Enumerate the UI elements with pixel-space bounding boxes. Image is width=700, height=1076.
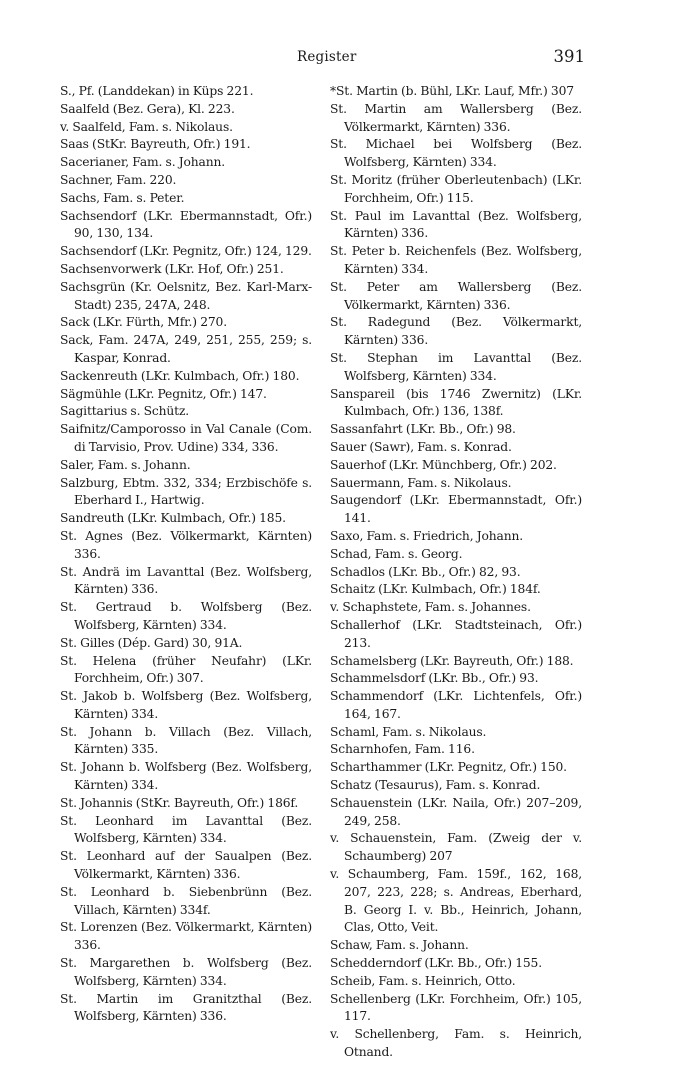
index-entry: St. Lorenzen (Bez. Völkermarkt, Kärnten) 336. [60, 920, 312, 953]
index-entry: Saugendorf (LKr. Ebermannstadt, Ofr.) 141. [330, 493, 582, 526]
index-entry: Schauenstein (LKr. Naila, Ofr.) 207–209, 249, 258. [330, 795, 582, 828]
index-entry: Sagittarius s. Schütz. [60, 404, 190, 419]
index-entry: St. Jakob b. Wolfsberg (Bez. Wolfsberg, Kärnten) 334. [60, 689, 312, 721]
index-entry: St. Peter b. Reichenfels (Bez. Wolfsberg, Kärnten) 334. [330, 244, 582, 276]
index-entry: v. Saalfeld, Fam. s. Nikolaus. [60, 119, 233, 134]
index-entry: Schedderndorf (LKr. Bb., Ofr.) 155. [330, 956, 542, 971]
index-entry: Salzburg, Ebtm. 332, 334; Erzbischöfe s. Eberhard I., Hartwig. [60, 475, 312, 508]
index-entry: Schadlos (LKr. Bb., Ofr.) 82, 93. [330, 564, 521, 579]
index-entry: Schaml, Fam. s. Nikolaus. [330, 724, 487, 739]
index-entry: Sachs, Fam. s. Peter. [60, 190, 185, 205]
index-column-left [60, 83, 312, 1026]
index-entry: Saxo, Fam. s. Friedrich, Johann. [330, 528, 524, 543]
index-entry: St. Radegund (Bez. Völkermarkt, Kärnten) 336. [330, 315, 582, 348]
index-entry: Sachsenvorwerk (LKr. Hof, Ofr.) 251. [60, 261, 284, 276]
index-entry: Sanspareil (bis 1746 Zwernitz) (LKr. Kulmbach, Ofr.) 136, 138f. [330, 386, 582, 419]
index-entry: St. Leonhard auf der Saualpen (Bez. Völkermarkt, Kärnten) 336. [60, 849, 312, 882]
index-entry: Scharnhofen, Fam. 116. [330, 742, 475, 757]
index-entry: Scharthammer (LKr. Pegnitz, Ofr.) 150. [330, 760, 567, 775]
index-entry: Sauer (Sawr), Fam. s. Konrad. [330, 439, 512, 454]
index-entry: Sassanfahrt (LKr. Bb., Ofr.) 98. [330, 422, 516, 437]
index-entry: Sachsendorf (LKr. Ebermannstadt, Ofr.) 90, 130, 134. [60, 208, 312, 241]
index-entry: Sandreuth (LKr. Kulmbach, Ofr.) 185. [60, 511, 286, 526]
index-entry: v. Schellenberg, Fam. s. Heinrich, Otnand. [330, 1027, 582, 1060]
index-entry: St. Gertraud b. Wolfsberg (Bez. Wolfsberg, Kärnten) 334. [60, 600, 312, 632]
index-entry: Saifnitz/Camporosso in Val Canale (Com. di Tarvisio, Prov. Udine) 334, 336. [60, 422, 312, 454]
page-number: 391 [553, 47, 585, 66]
index-entry: St. Stephan im Lavanttal (Bez. Wolfsberg, Kärnten) 334. [330, 350, 582, 383]
index-entry: Sackenreuth (LKr. Kulmbach, Ofr.) 180. [60, 368, 300, 383]
index-entry: v. Schauenstein, Fam. (Zweig der v. Schaumberg) 207 [330, 831, 582, 864]
index-entry: Saas (StKr. Bayreuth, Ofr.) 191. [60, 137, 251, 152]
index-entry: St. Moritz (früher Oberleutenbach) (LKr. Forchheim, Ofr.) 115. [330, 172, 582, 205]
page-header [0, 47, 700, 71]
index-entry: Sauerhof (LKr. Münchberg, Ofr.) 202. [330, 457, 557, 472]
index-entry: Schaw, Fam. s. Johann. [330, 938, 469, 953]
index-entry: St. Michael bei Wolfsberg (Bez. Wolfsberg, Kärnten) 334. [330, 137, 582, 170]
index-entry: Schaitz (LKr. Kulmbach, Ofr.) 184f. [330, 582, 541, 597]
index-entry: Schallerhof (LKr. Stadtsteinach, Ofr.) 213. [330, 617, 582, 650]
index-entry: Sack (LKr. Fürth, Mfr.) 270. [60, 315, 227, 330]
index-entry: Sacerianer, Fam. s. Johann. [60, 155, 226, 170]
index-entry: Sägmühle (LKr. Pegnitz, Ofr.) 147. [60, 386, 267, 401]
index-entry: Sauermann, Fam. s. Nikolaus. [330, 475, 512, 490]
index-entry: v. Schaumberg, Fam. 159f., 162, 168, 207, 223, 228; s. Andreas, Eberhard, B. Georg I. v. Bb., Heinrich, Johann, Clas, Otto, Veit. [330, 867, 582, 935]
index-entry: Schammelsdorf (LKr. Bb., Ofr.) 93. [330, 671, 539, 686]
index-entry: St. Helena (früher Neufahr) (LKr. Forchheim, Ofr.) 307. [60, 653, 312, 686]
index-entry: Sachner, Fam. 220. [60, 172, 177, 187]
index-entry: St. Martin im Granitzthal (Bez. Wolfsberg, Kärnten) 336. [60, 991, 312, 1024]
index-entry: St. Leonhard b. Siebenbrünn (Bez. Villach, Kärnten) 334f. [60, 884, 312, 917]
index-entry: St. Johann b. Villach (Bez. Villach, Kärnten) 335. [60, 724, 312, 757]
index-entry: Sachsendorf (LKr. Pegnitz, Ofr.) 124, 129. [60, 244, 312, 259]
index-column-right [330, 83, 582, 1062]
index-entry: St. Andrä im Lavanttal (Bez. Wolfsberg, Kärnten) 336. [60, 564, 312, 597]
index-entry: St. Johannis (StKr. Bayreuth, Ofr.) 186f. [60, 795, 299, 810]
index-entry: St. Agnes (Bez. Völkermarkt, Kärnten) 336. [60, 528, 312, 561]
index-entry: St. Peter am Wallersberg (Bez. Völkermarkt, Kärnten) 336. [330, 279, 582, 312]
index-entry: v. Schaphstete, Fam. s. Johannes. [330, 600, 531, 615]
index-entry: St. Paul im Lavanttal (Bez. Wolfsberg, Kärnten) 336. [330, 208, 582, 241]
index-entry: Saler, Fam. s. Johann. [60, 457, 191, 472]
running-head: Register [297, 49, 357, 65]
index-entry: St. Margarethen b. Wolfsberg (Bez. Wolfsberg, Kärnten) 334. [60, 956, 312, 988]
index-entry: St. Gilles (Dép. Gard) 30, 91A. [60, 635, 243, 650]
index-entry: Schammendorf (LKr. Lichtenfels, Ofr.) 164, 167. [330, 689, 582, 721]
index-entry: Schellenberg (LKr. Forchheim, Ofr.) 105, 117. [330, 991, 582, 1024]
index-entry: St. Johann b. Wolfsberg (Bez. Wolfsberg, Kärnten) 334. [60, 760, 312, 793]
index-entry: St. Martin am Wallersberg (Bez. Völkermarkt, Kärnten) 336. [330, 101, 582, 134]
index-entry: S., Pf. (Landdekan) in Küps 221. [60, 84, 254, 98]
index-entry: *St. Martin (b. Bühl, LKr. Lauf, Mfr.) 307 [330, 84, 574, 98]
index-entry: Schamelsberg (LKr. Bayreuth, Ofr.) 188. [330, 653, 574, 668]
index-entry: Saalfeld (Bez. Gera), Kl. 223. [60, 101, 235, 116]
index-entry: Scheib, Fam. s. Heinrich, Otto. [330, 973, 516, 988]
index-entry: Sack, Fam. 247A, 249, 251, 255, 259; s. Kaspar, Konrad. [60, 333, 312, 365]
index-entry: Sachsgrün (Kr. Oelsnitz, Bez. Karl-Marx-Stadt) 235, 247A, 248. [60, 279, 312, 312]
index-entry: Schad, Fam. s. Georg. [330, 546, 463, 561]
index-entry: St. Leonhard im Lavanttal (Bez. Wolfsberg, Kärnten) 334. [60, 813, 312, 846]
index-entry: Schatz (Tesaurus), Fam. s. Konrad. [330, 778, 541, 793]
